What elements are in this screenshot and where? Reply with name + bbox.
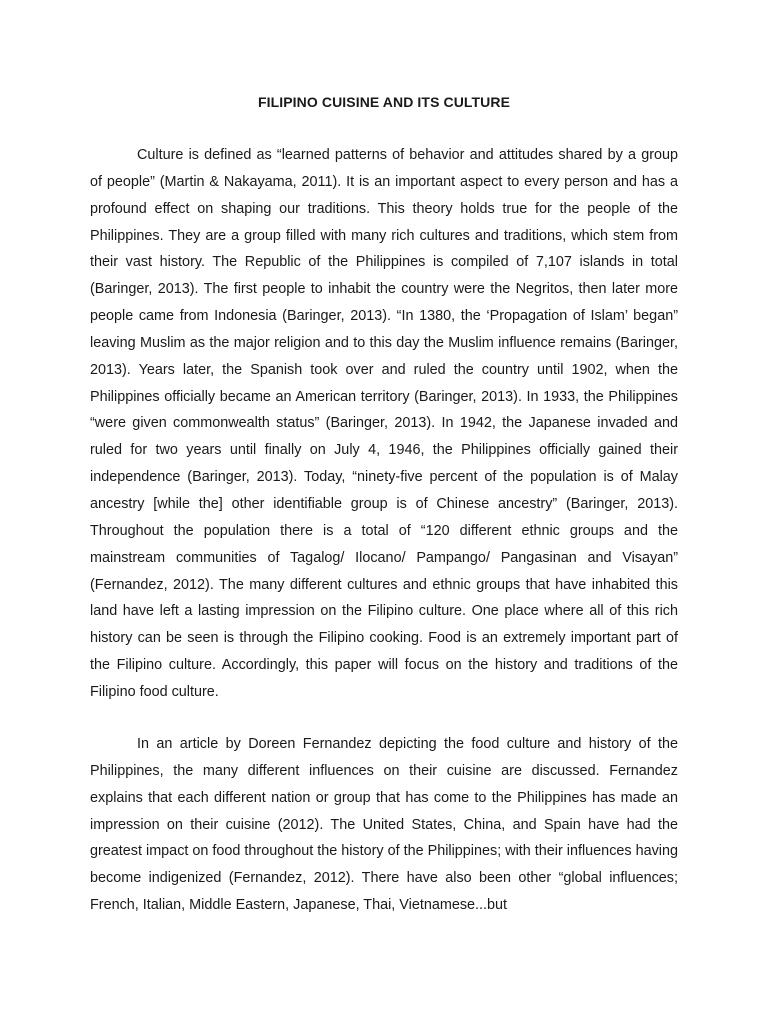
- body-paragraph-2: In an article by Doreen Fernandez depicting the food culture and history of the Philippines, the many different influences on their cuisine are discussed. Fernandez explains that each different nation or group that has come to the Philippines has made an impression on their cuisine (2012). The United States, China, and Spain have had the greatest impact on food throughout the history of the Philippines; with their influences having become indigenized (Fernandez, 2012). There have also been other “global influences; French, Italian, Middle Eastern, Japanese, Thai, Vietnamese...but: [90, 736, 678, 914]
- document-title: FILIPINO CUISINE AND ITS CULTURE: [257, 94, 511, 110]
- body-paragraph-1: Culture is defined as “learned patterns of behavior and attitudes shared by a group of people” (Martin & Nakayama, 2011). It is an important aspect to every person and has a profound effect on shaping our traditions. This theory holds true for the people of the Philippines. They are a group filled with many rich cultures and traditions, which stem from their vast history. The Republic of the Philippines is compiled of 7,107 islands in total (Baringer, 2013). The first people to inhabit the country were the Negritos, then later more people came from Indonesia (Baringer, 2013). “In 1380, the ‘Propagation of Islam’ began” leaving Muslim as the major religion and to this day the Muslim influence remains (Baringer, 2013). Years later, the Spanish took over and ruled the country until 1902, when the Philippines officially became an American territory (Baringer, 2013). In 1933, the Philippines “were given commonwealth status” (Baringer, 2013). In 1942, the Japanese invaded and ruled for two years until finally on July 4, 1946, the Philippines officially gained their independence (Baringer, 2013). Today, “ninety-five percent of the population is of Malay ancestry [while the] other identifiable group is of Chinese ancestry” (Baringer, 2013). Throughout the population there is a total of “120 different ethnic groups and the mainstream communities of Tagalog/ Ilocano/ Pampango/ Pangasinan and Visayan” (Fernandez, 2012). The many different cultures and ethnic groups that have inhabited this land have left a lasting impression on the Filipino culture. One place where all of this rich history can be seen is through the Filipino cooking. Food is an extremely important part of the Filipino culture. Accordingly, this paper will focus on the history and traditions of the Filipino food culture.: [90, 147, 678, 700]
